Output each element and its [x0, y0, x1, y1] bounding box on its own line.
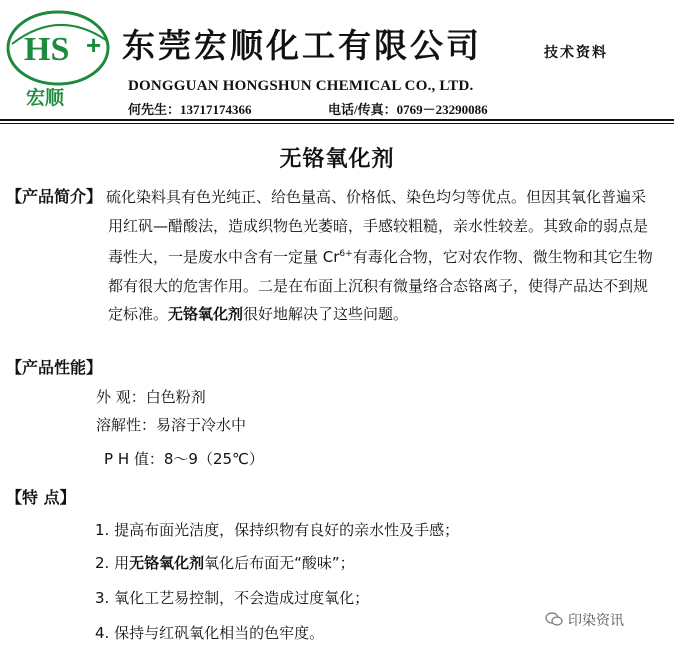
header-rule-thin	[0, 123, 674, 124]
property-appearance: 外 观：白色粉剂	[96, 388, 206, 406]
intro-text: 很好地解决了这些问题。	[243, 305, 409, 323]
intro-paragraph	[108, 183, 668, 329]
wechat-icon	[545, 610, 563, 628]
company-name-en: DONGGUAN HONGSHUN CHEMICAL CO., LTD.	[128, 78, 474, 94]
intro-line	[108, 240, 668, 272]
feature-text: 氧化后布面无“酸味”；	[204, 554, 355, 572]
document-title: 无铬氧化剂	[279, 147, 395, 172]
svg-text:+: +	[86, 30, 102, 60]
intro-line: 都有很大的危害作用。二是在布面上沉积有微量络合态铬离子，使得产品达不到规	[108, 276, 649, 295]
header-rule-thick	[0, 119, 674, 121]
intro-text: 毒性大，一是废水中含有一定量 Cr	[108, 248, 340, 266]
contact-person: 何先生：13717174366	[128, 102, 252, 117]
features-heading: 【特 点】	[6, 488, 76, 507]
property-ph: P H 值：8～9（25℃）	[104, 450, 264, 468]
feature-item	[95, 552, 355, 573]
tech-docs-label: 技术资料	[544, 45, 608, 61]
intro-line: 用红矾—醋酸法，造成织物色光萎暗，手感较粗糙，亲水性较差。其致命的弱点是	[108, 216, 649, 235]
company-name-cn: 东莞宏顺化工有限公司	[122, 26, 482, 65]
intro-heading: 【产品简介】	[6, 187, 103, 206]
intro-line	[108, 300, 668, 329]
performance-heading: 【产品性能】	[6, 358, 103, 377]
feature-item: 3. 氧化工艺易控制，不会造成过度氧化；	[95, 589, 370, 607]
intro-text: 有毒化合物，它对农作物、微生物和其它生物	[352, 248, 653, 266]
feature-text: 2. 用	[95, 554, 130, 572]
svg-text:宏顺: 宏顺	[26, 87, 65, 109]
letterhead	[0, 0, 674, 118]
svg-text:HS: HS	[24, 31, 70, 68]
feature-item: 1. 提高布面光洁度，保持织物有良好的亲水性及手感；	[95, 521, 460, 539]
product-name-bold: 无铬氧化剂	[168, 305, 244, 323]
property-solubility: 溶解性：易溶于冷水中	[96, 416, 247, 434]
watermark: 印染资讯	[568, 613, 624, 629]
product-name-bold: 无铬氧化剂	[129, 554, 205, 572]
feature-item: 4. 保持与红矾氧化相当的色牢度。	[95, 624, 325, 642]
intro-text: 定标准。	[108, 305, 169, 323]
superscript: 6+	[339, 249, 353, 259]
hongshun-logo	[2, 4, 122, 112]
contact-phone: 电话/传真：0769－23290086	[328, 102, 488, 117]
intro-line: 硫化染料具有色光纯正、给色量高、价格低、染色均匀等优点。但因其氧化普遍采	[106, 188, 647, 206]
